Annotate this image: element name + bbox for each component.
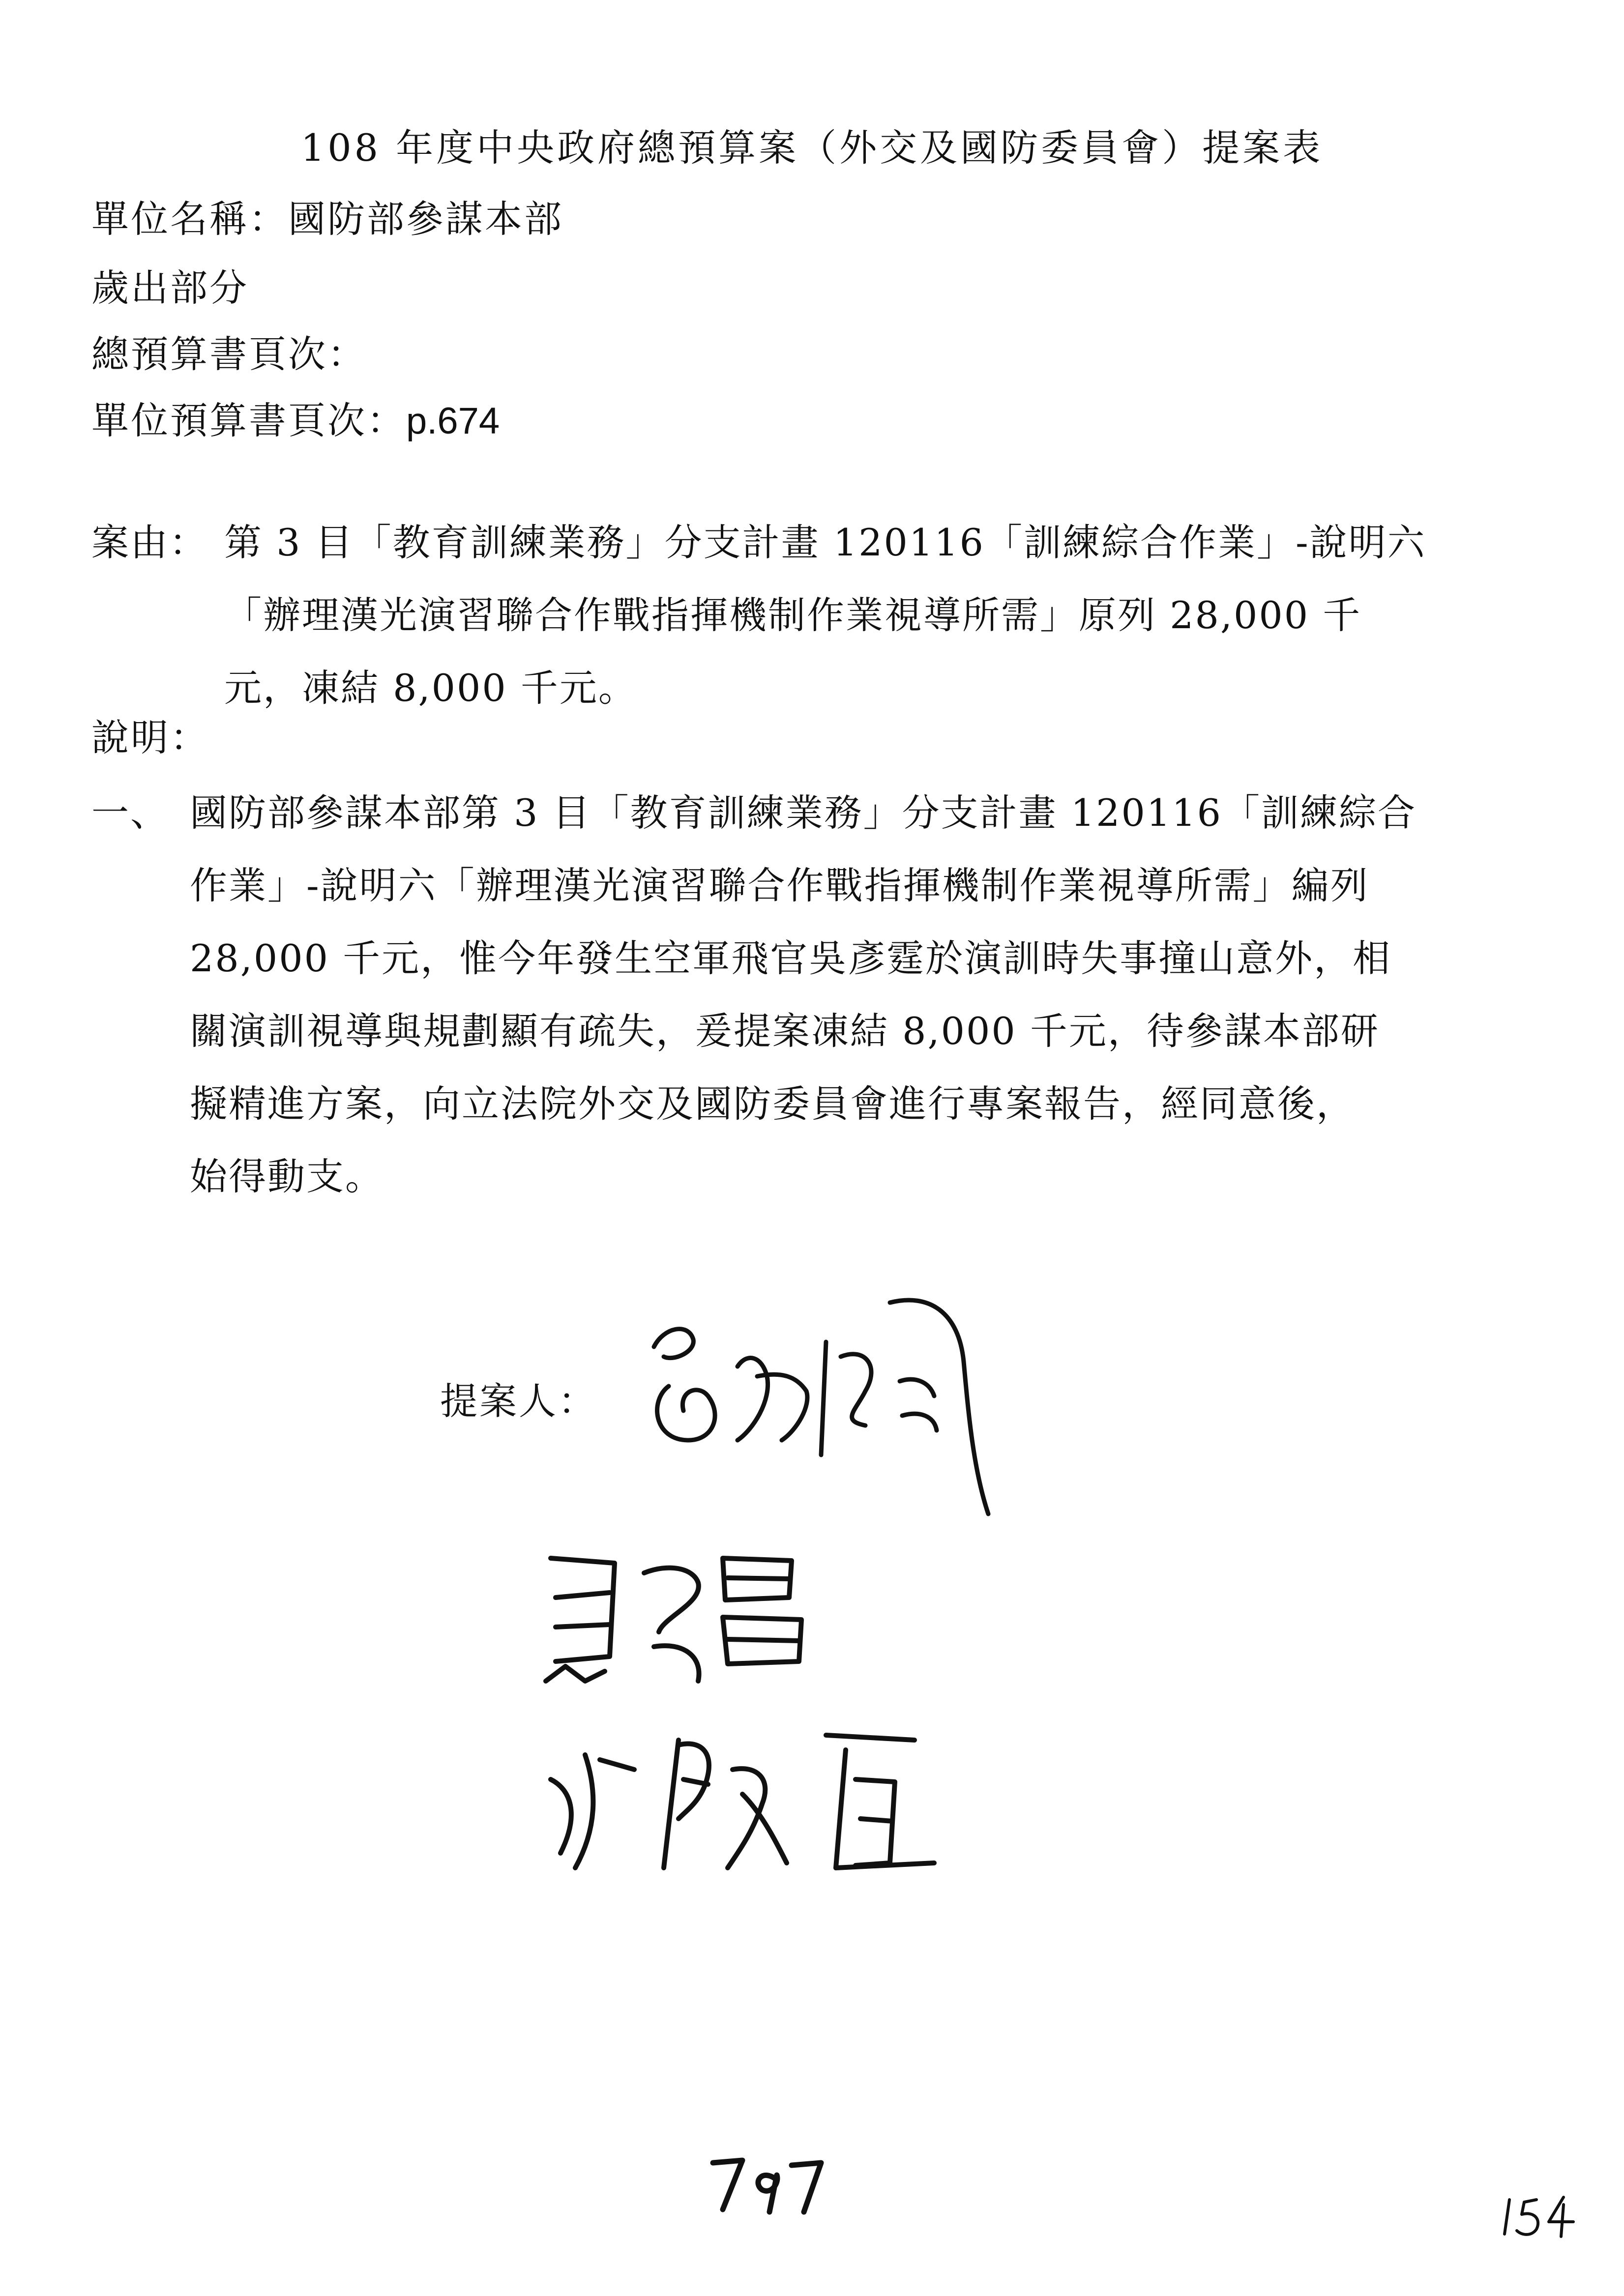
- proposer-label: 提案人：: [440, 1379, 597, 1423]
- item-line: 28,000 千元，惟今年發生空軍飛官吳彥霆於演訓時失事撞山意外，相: [190, 936, 1392, 980]
- case-line: 第 3 目「教育訓練業務」分支計畫 120116「訓練綜合作業」-說明六: [224, 521, 1426, 564]
- unit-name-value: 國防部參謀本部: [288, 197, 563, 241]
- unit-name-row: [91, 189, 563, 243]
- item-line: 擬精進方案，向立法院外交及國防委員會進行專案報告，經同意後，: [190, 1082, 1355, 1126]
- corner-page-number: [1500, 2192, 1578, 2243]
- total-budget-page-label: 總預算書頁次：: [91, 332, 367, 376]
- case-line: 元，凍結 8,000 千元。: [224, 666, 637, 710]
- handwritten-page-number: [708, 2153, 826, 2219]
- unit-budget-page-label: 單位預算書頁次：: [91, 399, 406, 442]
- case-line: 「辦理漢光演習聯合作戰指揮機制作業視導所需」原列 28,000 千: [224, 593, 1362, 637]
- explanation-label: 說明：: [91, 716, 209, 759]
- unit-budget-page-value: p.674: [406, 400, 500, 442]
- section-heading: 歲出部分: [91, 266, 249, 310]
- unit-name-label: 單位名稱：: [91, 197, 288, 241]
- signature-3: [531, 1706, 964, 1883]
- total-budget-page-row: [91, 324, 367, 378]
- unit-budget-page-row: [91, 391, 500, 444]
- case-text: [224, 506, 1532, 725]
- signature-2: [536, 1534, 841, 1696]
- item-line: 始得動支。: [190, 1155, 384, 1198]
- item-line: 國防部參謀本部第 3 目「教育訓練業務」分支計畫 120116「訓練綜合: [190, 791, 1417, 835]
- form-title: 108 年度中央政府總預算案（外交及國防委員會）提案表: [300, 126, 1324, 170]
- case-label: 案由：: [91, 521, 208, 564]
- item-line: 作業」-說明六「辦理漢光演習聯合作戰指揮機制作業視導所需」編列: [190, 864, 1369, 907]
- signature-1: [634, 1293, 1008, 1524]
- item-text: [190, 777, 1527, 1213]
- item-line: 關演訓視導與規劃顯有疏失，爰提案凍結 8,000 千元，待參謀本部研: [190, 1009, 1380, 1053]
- item-marker: 一、: [91, 791, 169, 835]
